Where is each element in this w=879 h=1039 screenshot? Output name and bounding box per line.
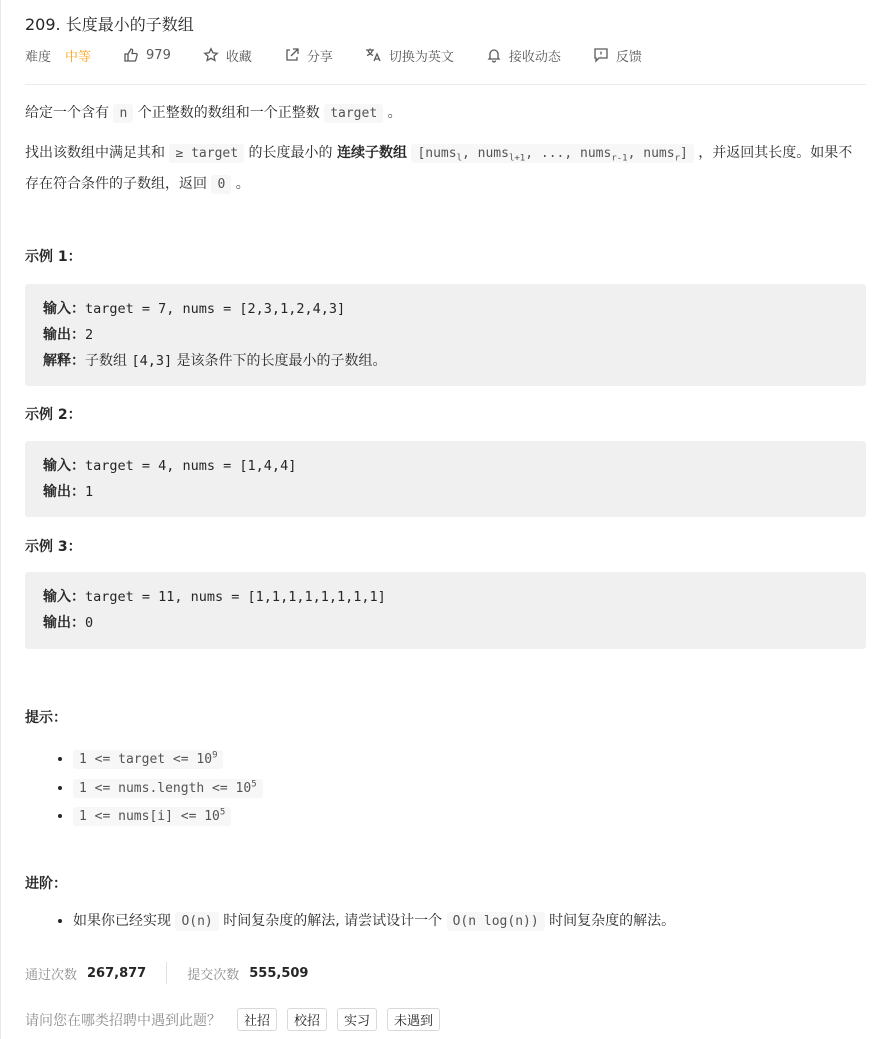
subscript: r-1 [611,153,628,164]
example-3-heading: 示例 3： [25,539,82,555]
list-item [73,909,873,934]
switch-language-label: 切换为英文 [388,49,454,65]
notify-label: 接收动态 [508,49,561,65]
problem-title: 209. 长度最小的子数组 [25,15,194,34]
example-explain-line [43,348,848,374]
example-input-line [43,296,848,322]
followup-heading: 进阶： [25,876,67,892]
survey-option-intern[interactable]: 实习 [337,1008,377,1031]
notify-button[interactable] [486,46,561,65]
text: 个正整数的数组和一个正整数 [133,105,325,121]
survey-option-campus[interactable]: 校招 [287,1008,327,1031]
constraint-text: 1 <= nums.length <= 10 [79,780,252,796]
inline-code-array [411,144,693,163]
difficulty-value: 中等 [65,49,92,65]
divider [25,84,866,85]
text: 的长度最小的 [244,145,337,161]
submissions-count: 555,509 [249,965,309,981]
likes-count: 979 [146,47,171,63]
difficulty-label: 难度 [25,49,52,65]
code-part: , nums [627,146,675,161]
inline-code: target [324,104,383,123]
thumbs-up-icon [123,47,139,63]
text: 。 [383,105,402,121]
input-value: target = 11, nums = [1,1,1,1,1,1,1,1] [85,589,386,605]
explain-label: 解释： [43,353,85,369]
example-output-line [43,479,848,505]
example-input-line [43,453,848,479]
share-button[interactable] [284,46,333,65]
example-input-line [43,584,848,610]
inline-code: O(n log(n)) [447,912,545,931]
output-label: 输出： [43,615,85,631]
constraint-code [73,807,231,826]
text: 时间复杂度的解法, 请尝试设计一个 [218,913,447,929]
star-icon [203,47,219,63]
subscript: r [674,153,680,164]
like-button[interactable] [123,47,171,63]
superscript: 5 [251,779,257,790]
interview-survey [25,1008,450,1031]
superscript: 5 [219,807,226,818]
accepted-count: 267,877 [87,965,147,981]
share-label: 分享 [306,49,333,65]
constraint-code [73,750,223,769]
example-1-block [25,284,866,386]
list-item [73,801,873,829]
text: 给定一个含有 [25,105,114,121]
inline-code: n [113,104,133,123]
input-label: 输入： [43,589,85,605]
share-icon [284,47,300,63]
inline-code: 0 [211,175,231,194]
feedback-label: 反馈 [615,49,642,65]
text: 找出该数组中满足其和 [25,145,170,161]
constraint-code [73,779,263,798]
feedback-icon [593,47,609,63]
bell-icon [486,47,502,63]
survey-option-social[interactable]: 社招 [237,1008,277,1031]
example-3-block [25,572,866,649]
example-output-line [43,322,848,348]
explain-code: [4,3] [131,353,173,369]
text: 如果你已经实现 [73,913,176,929]
switch-language-button[interactable] [365,46,454,65]
example-2-heading: 示例 2： [25,407,82,423]
submission-stats [25,962,308,984]
meta-toolbar [25,44,674,66]
inline-code: O(n) [175,912,218,931]
text: 子数组 [85,353,132,369]
superscript: 9 [212,751,218,761]
output-label: 输出： [43,484,85,500]
example-2-block [25,441,866,517]
code-part: [nums [417,146,457,161]
accepted-label: 通过次数 [25,967,78,983]
stats-separator [166,962,167,984]
input-value: target = 4, nums = [1,4,4] [85,458,297,474]
code-part: ] [679,146,688,161]
constraints-list [25,744,873,829]
feedback-button[interactable] [593,46,642,65]
text: 时间复杂度的解法。 [544,913,676,929]
output-label: 输出： [43,327,85,343]
survey-option-never[interactable]: 未遇到 [387,1008,440,1031]
code-part: , ..., nums [525,146,612,161]
left-border [0,0,1,1039]
example-output-line [43,610,848,636]
bold-text: 连续子数组 [336,145,407,161]
constraint-text: 1 <= target <= 10 [79,752,213,768]
example-1-heading: 示例 1： [25,249,82,265]
output-value: 1 [85,484,94,500]
survey-question: 请问您在哪类招聘中遇到此题？ [25,1012,221,1029]
input-label: 输入： [43,301,85,317]
submissions-label: 提交次数 [187,967,240,983]
code-part: , nums [462,146,509,161]
text: 是该条件下的长度最小的子数组。 [172,353,387,369]
constraint-text: 1 <= nums[i] <= 10 [79,808,220,824]
translate-icon [365,47,382,63]
list-item [73,772,873,800]
subscript: l [456,153,462,164]
followup-list [25,909,873,934]
description-paragraph-2 [25,141,866,197]
constraints-heading: 提示： [25,710,67,726]
description-paragraph-1 [25,101,866,126]
favorite-label: 收藏 [225,49,252,65]
text: 。 [231,175,250,192]
list-item [73,744,873,772]
inline-code: ≥ target [169,144,244,163]
output-value: 0 [85,615,94,631]
text: ，并返回其长度。如果不存在符合条件的子数组，返回 [25,145,853,192]
favorite-button[interactable] [203,46,252,65]
subscript: l+1 [508,153,526,164]
input-value: target = 7, nums = [2,3,1,2,4,3] [85,301,346,317]
input-label: 输入： [43,458,85,474]
output-value: 2 [85,327,94,343]
